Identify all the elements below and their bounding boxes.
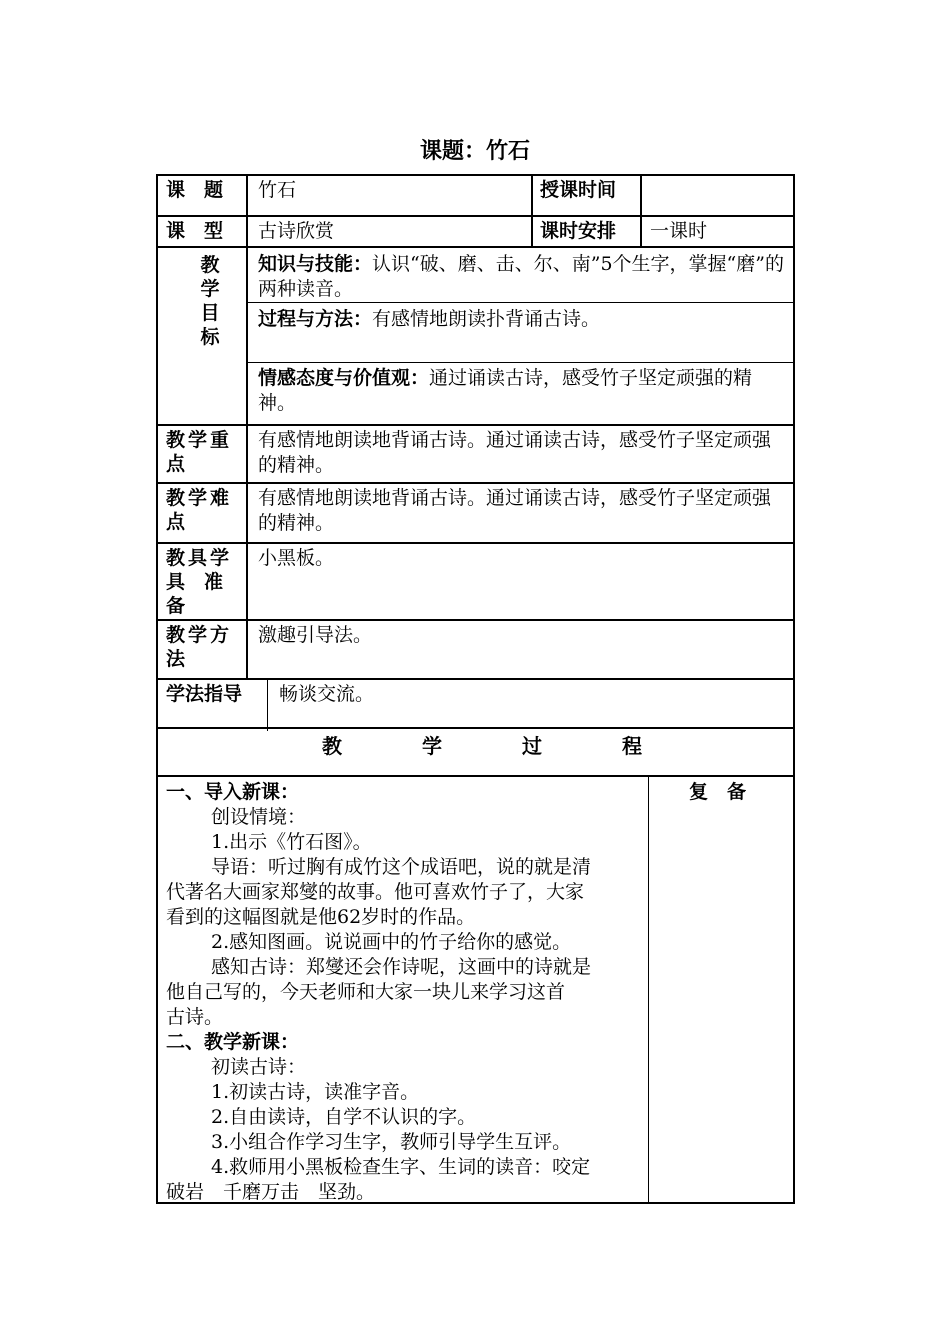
goal-emotion-values: 情感态度与价值观：通过诵读古诗，感受竹子坚定顽强的精神。 — [258, 367, 753, 414]
process-line: 导语：听过胸有成竹这个成语吧，说的就是清 — [211, 856, 592, 878]
process-line: 4.救师用小黑板检查生字、生词的读音：咬定 — [211, 1156, 591, 1178]
type-label: 课 型 — [166, 220, 224, 242]
method-text: 激趣引导法。 — [258, 624, 373, 646]
guide-text: 畅谈交流。 — [279, 683, 375, 705]
process-line: 创设情境： — [211, 806, 307, 828]
topic-value: 竹石 — [258, 179, 297, 201]
section-heading: 一、导入新课： — [166, 781, 300, 803]
guide-label: 学法指导 — [166, 683, 243, 705]
difficulty-label: 教学难 点 — [166, 487, 233, 533]
tools-text: 小黑板。 — [258, 547, 335, 569]
process-line: 看到的这幅图就是他62岁时的作品。 — [166, 906, 476, 928]
review-prep-header: 复 备 — [689, 781, 747, 803]
goal-knowledge-skills: 知识与技能：认识“破、磨、击、尔、南”5个生字，掌握“磨”的两种读音。 — [258, 253, 784, 300]
focus-text: 有感情地朗读地背诵古诗。通过诵读古诗，感受竹子坚定顽强的精神。 — [258, 429, 772, 476]
process-line: 古诗。 — [166, 1006, 224, 1028]
process-line: 代著名大画家郑燮的故事。他可喜欢竹子了，大家 — [166, 881, 585, 903]
process-line: 2.自由读诗，自学不认识的字。 — [211, 1106, 477, 1128]
process-header-char: 程 — [622, 734, 642, 758]
process-line: 他自己写的，今天老师和大家一块儿来学习这首 — [166, 981, 566, 1003]
process-line: 2.感知图画。说说画中的竹子给你的感觉。 — [211, 931, 572, 953]
process-line: 破岩 千磨万击 坚劲。 — [166, 1181, 376, 1203]
process-header-char: 学 — [422, 734, 442, 758]
process-line: 感知古诗：郑燮还会作诗呢，这画中的诗就是 — [211, 956, 592, 978]
focus-label: 教学重 点 — [166, 429, 233, 475]
process-line: 1.出示《竹石图》。 — [211, 831, 372, 853]
process-line: 初读古诗： — [211, 1056, 307, 1078]
teaching-time-label: 授课时间 — [540, 179, 617, 201]
goals-label: 教 学 目 标 — [200, 254, 220, 348]
process-line: 1.初读古诗，读准字音。 — [211, 1081, 420, 1103]
method-label: 教学方 法 — [166, 624, 233, 670]
hours-value: 一课时 — [650, 220, 708, 242]
process-header-char: 过 — [522, 734, 542, 758]
tools-label: 教具学 具 准 备 — [166, 547, 233, 617]
type-value: 古诗欣赏 — [258, 220, 335, 242]
difficulty-text: 有感情地朗读地背诵古诗。通过诵读古诗，感受竹子坚定顽强的精神。 — [258, 487, 772, 534]
process-header-char: 教 — [322, 734, 342, 758]
section-heading: 二、教学新课： — [166, 1031, 300, 1053]
goal-process-method: 过程与方法：有感情地朗读扑背诵古诗。 — [258, 308, 601, 330]
process-line: 3.小组合作学习生字，教师引导学生互评。 — [211, 1131, 572, 1153]
page-title: 课题：竹石 — [419, 139, 530, 164]
hours-label: 课时安排 — [540, 220, 617, 242]
topic-label: 课 题 — [166, 179, 224, 201]
